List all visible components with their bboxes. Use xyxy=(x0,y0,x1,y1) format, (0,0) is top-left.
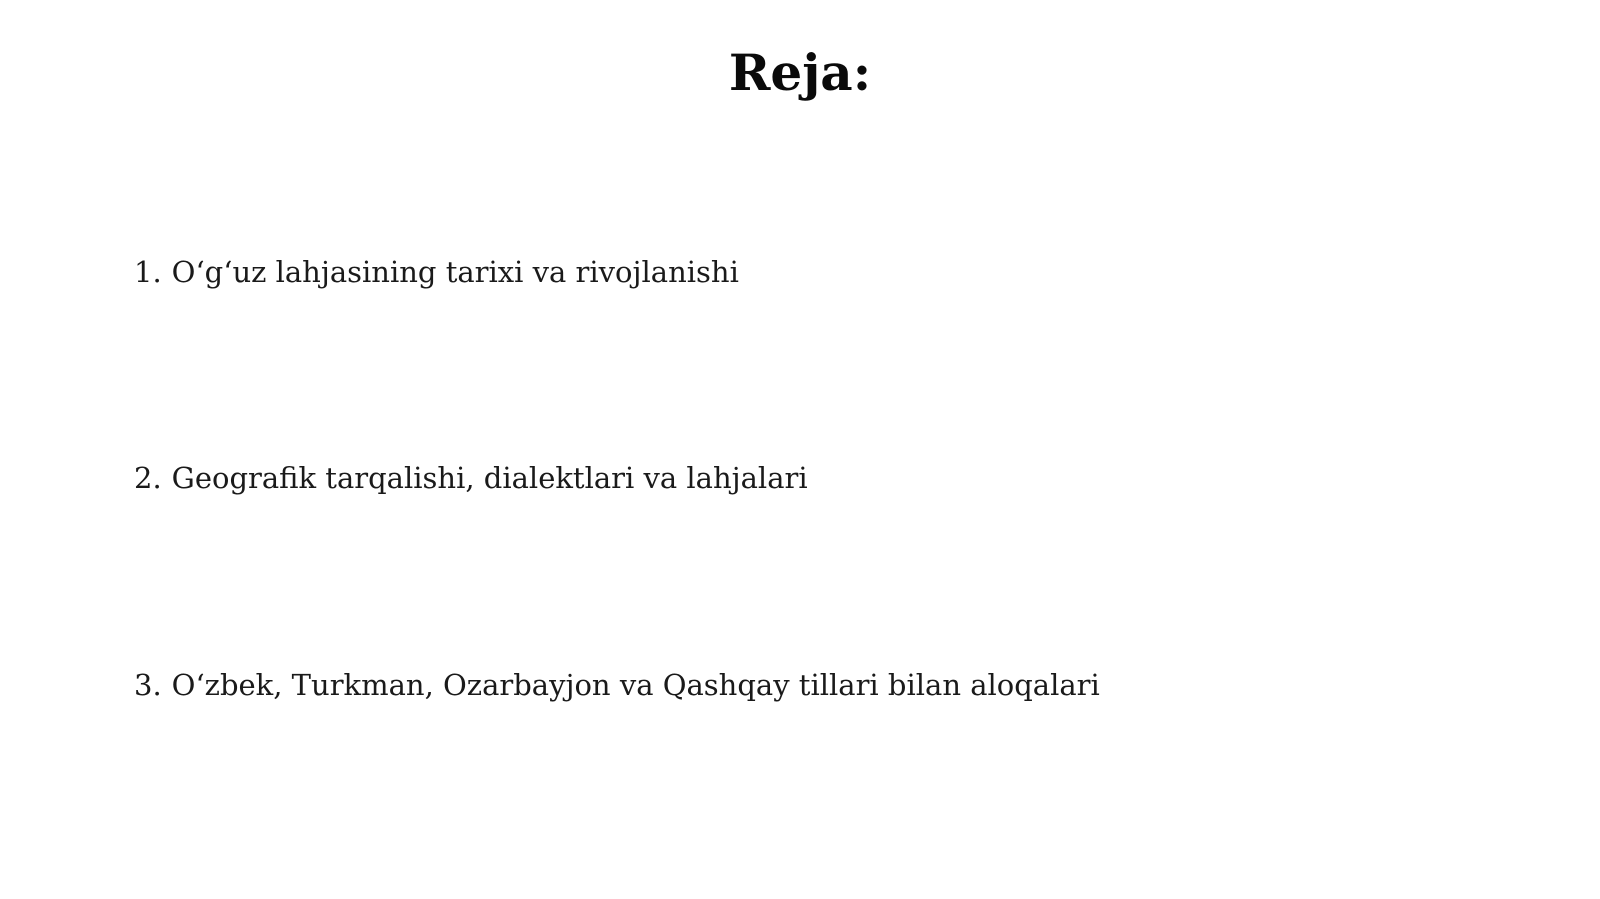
plan-item-number: 1. xyxy=(134,255,162,289)
plan-item-3 xyxy=(134,665,1100,705)
plan-item-number: 3. xyxy=(134,668,162,702)
plan-item-text: Geografik tarqalishi, dialektlari va lahjalari xyxy=(171,461,808,495)
plan-item-2 xyxy=(134,458,808,498)
plan-item-text: O‘g‘uz lahjasining tarixi va rivojlanishi xyxy=(171,255,739,289)
plan-item-1 xyxy=(134,252,739,292)
plan-item-number: 2. xyxy=(134,461,162,495)
slide-title: Reja: xyxy=(728,43,872,102)
plan-item-text: O‘zbek, Turkman, Ozarbayjon va Qashqay tillari bilan aloqalari xyxy=(171,668,1100,702)
